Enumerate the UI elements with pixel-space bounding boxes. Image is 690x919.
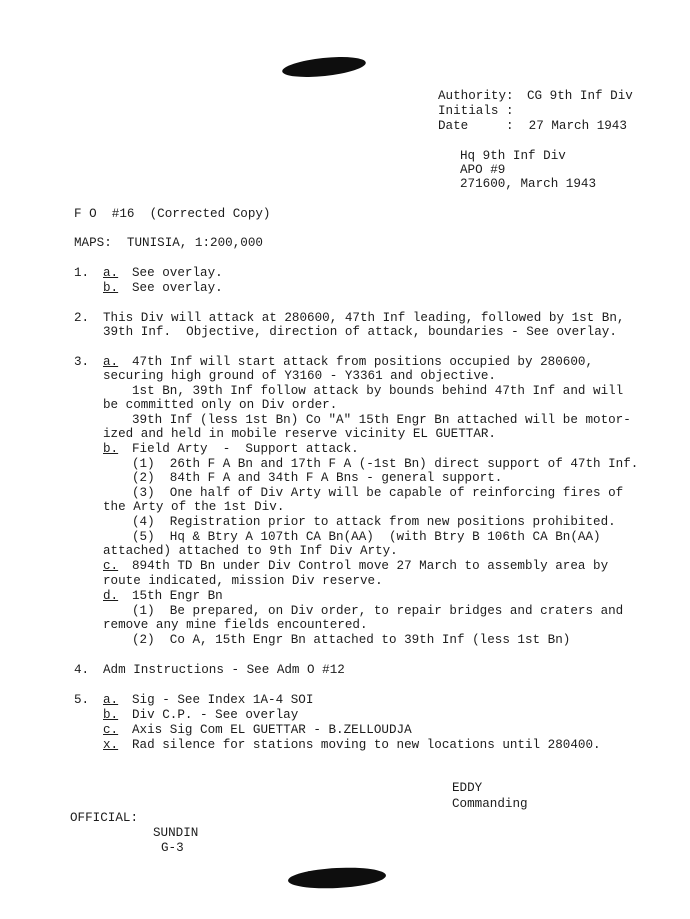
- para3-b-item-5: (5) Hq & Btry A 107th CA Bn(AA) (with Btry B 106th CA Bn(AA): [132, 530, 601, 544]
- para3-b-item-1: (1) 26th F A Bn and 17th F A (-1st Bn) direct support of 47th Inf.: [132, 457, 639, 471]
- para3-b-line-1: Field Arty - Support attack.: [132, 442, 359, 456]
- bottom-redaction-blot: [288, 865, 387, 890]
- para3-b-item-5-cont: attached) attached to 9th Inf Div Arty.: [103, 544, 398, 558]
- para3-d-label: d.: [103, 589, 119, 603]
- para3-b-item-4: (4) Registration prior to attack from new positions prohibited.: [132, 515, 616, 529]
- official-title: G-3: [161, 841, 184, 855]
- para3-a-label: a.: [103, 355, 119, 369]
- para4-text: Adm Instructions - See Adm O #12: [103, 663, 345, 677]
- para1-a-text: See overlay.: [132, 266, 223, 280]
- official-label: OFFICIAL:: [70, 811, 139, 825]
- para3-b-item-2: (2) 84th F A and 34th F A Bns - general support.: [132, 471, 503, 485]
- para5-x-label: x.: [103, 738, 119, 752]
- para3-b-label: b.: [103, 442, 119, 456]
- para2-line-1: This Div will attack at 280600, 47th Inf leading, followed by 1st Bn,: [103, 311, 625, 325]
- maps-line: MAPS: TUNISIA, 1:200,000: [74, 236, 263, 250]
- para5-number: 5.: [74, 693, 90, 707]
- para3-a-line-3: 1st Bn, 39th Inf follow attack by bounds behind 47th Inf and will: [132, 384, 624, 398]
- authority-value: CG 9th Inf Div: [527, 89, 633, 103]
- hq-line-3: 271600, March 1943: [460, 177, 597, 191]
- para5-b-label: b.: [103, 708, 119, 722]
- para1-a-label: a.: [103, 266, 119, 280]
- signature-name: EDDY: [452, 781, 483, 795]
- para3-c-line-2: route indicated, mission Div reserve.: [103, 574, 383, 588]
- fo-title: F O #16 (Corrected Copy): [74, 207, 271, 221]
- para3-a-line-5: 39th Inf (less 1st Bn) Co "A" 15th Engr Bn attached will be motor-: [132, 413, 631, 427]
- para3-a-line-2: securing high ground of Y3160 - Y3361 and objective.: [103, 369, 496, 383]
- para5-c-text: Axis Sig Com EL GUETTAR - B.ZELLOUDJA: [132, 723, 412, 737]
- para5-a-label: a.: [103, 693, 119, 707]
- para5-a-text: Sig - See Index 1A-4 SOI: [132, 693, 314, 707]
- para5-b-text: Div C.P. - See overlay: [132, 708, 299, 722]
- official-name: SUNDIN: [153, 826, 199, 840]
- authority-label: Authority:: [438, 89, 514, 103]
- para3-d-line-1: 15th Engr Bn: [132, 589, 223, 603]
- para3-b-item-3-cont: the Arty of the 1st Div.: [103, 500, 285, 514]
- hq-line-1: Hq 9th Inf Div: [460, 149, 566, 163]
- hq-line-2: APO #9: [460, 163, 506, 177]
- signature-title: Commanding: [452, 797, 528, 811]
- para3-b-item-3: (3) One half of Div Arty will be capable of reinforcing fires of: [132, 486, 624, 500]
- top-redaction-blot: [281, 54, 366, 81]
- para4-number: 4.: [74, 663, 90, 677]
- para5-c-label: c.: [103, 723, 119, 737]
- para3-c-label: c.: [103, 559, 119, 573]
- para3-a-line-6: ized and held in mobile reserve vicinity EL GUETTAR.: [103, 427, 496, 441]
- initials-label: Initials :: [438, 104, 514, 118]
- para3-c-line-1: 894th TD Bn under Div Control move 27 March to assembly area by: [132, 559, 609, 573]
- para3-number: 3.: [74, 355, 90, 369]
- para3-d-item-1: (1) Be prepared, on Div order, to repair bridges and craters and: [132, 604, 624, 618]
- para1-b-text: See overlay.: [132, 281, 223, 295]
- para2-number: 2.: [74, 311, 90, 325]
- para2-line-2: 39th Inf. Objective, direction of attack, boundaries - See overlay.: [103, 325, 617, 339]
- para3-a-line-1: 47th Inf will start attack from positions occupied by 280600,: [132, 355, 594, 369]
- para1-number: 1.: [74, 266, 90, 280]
- para3-d-item-2: (2) Co A, 15th Engr Bn attached to 39th Inf (less 1st Bn): [132, 633, 571, 647]
- para3-d-item-1-cont: remove any mine fields encountered.: [103, 618, 368, 632]
- para5-x-text: Rad silence for stations moving to new locations until 280400.: [132, 738, 601, 752]
- para3-a-line-4: be committed only on Div order.: [103, 398, 338, 412]
- para1-b-label: b.: [103, 281, 119, 295]
- date-value: : 27 March 1943: [506, 119, 627, 133]
- date-label: Date: [438, 119, 469, 133]
